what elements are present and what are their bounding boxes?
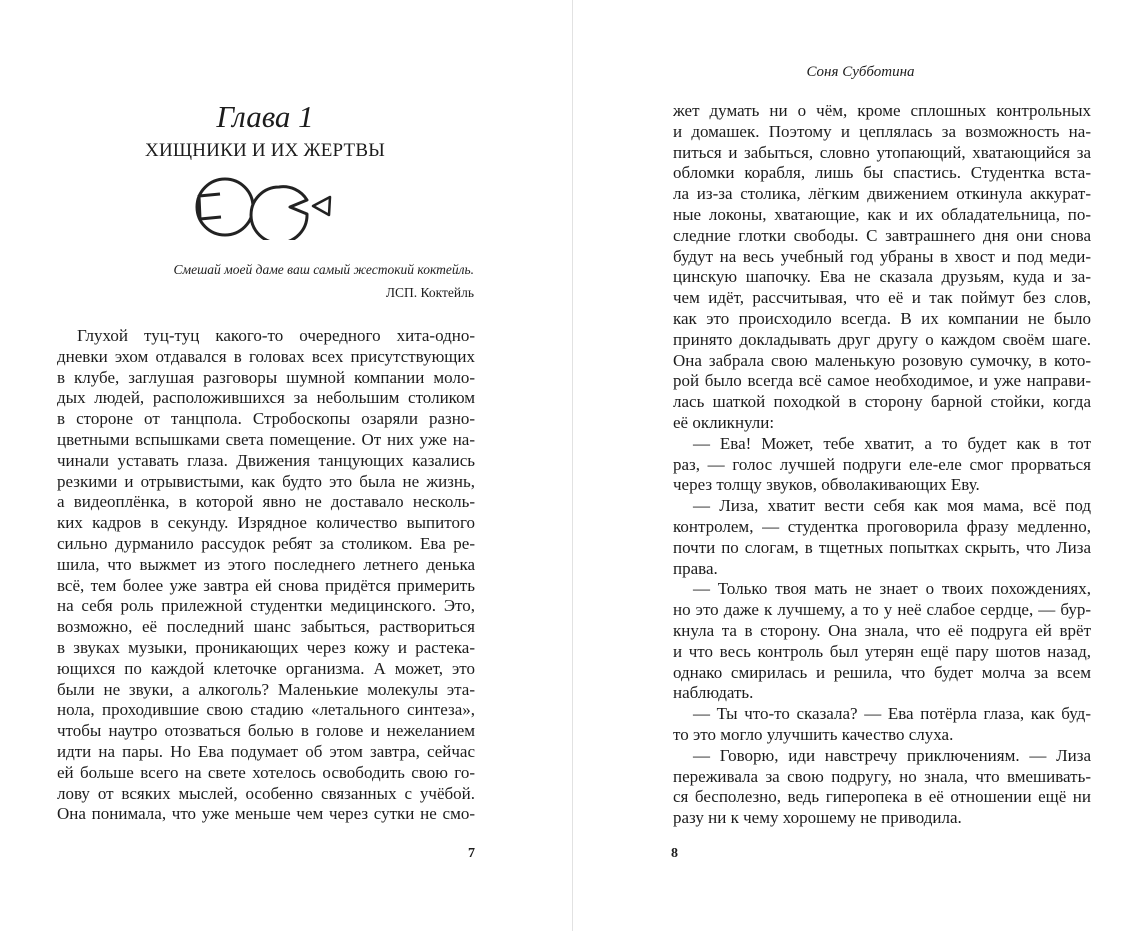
text-line: — Лиза, хватит вести себя как моя мама, всё под	[693, 496, 1091, 516]
text-line: и что весь контроль был утерян ещё пару шотов назад,	[673, 641, 1091, 661]
text-line: в клубе, заглушая разговоры шумной компании моло-	[57, 367, 475, 387]
right-page	[573, 0, 1148, 931]
text-line: разу ни к чему хорошему не приводила.	[673, 808, 962, 828]
page-number-right: 8	[671, 846, 678, 861]
text-line: в звуках музыки, проникающих через кожу и растека-	[57, 637, 475, 657]
chapter-label: Глава 1	[216, 99, 314, 134]
text-line: чтобы наутро отозваться болью в голове и нежеланием	[57, 721, 475, 741]
chapter-ornament-icon	[190, 175, 340, 240]
body-text	[673, 101, 1091, 829]
text-line: — Говорю, иди навстречу приключениям. — Лиза	[693, 745, 1091, 765]
text-line: ких кадров в секунду. Изрядное количество выпитого	[57, 513, 475, 533]
text-line: дых людей, расположившихся за небольшим столиком	[57, 388, 475, 408]
page-number-left: 7	[468, 846, 475, 861]
text-line: её окликнули:	[673, 412, 775, 432]
text-line: переживала за свою подругу, но знала, что вмешивать-	[673, 766, 1091, 786]
text-line: шила, что выжмет из этого последнего летнего денька	[57, 554, 475, 574]
text-line: возможно, её последний шанс забыться, раствориться	[57, 617, 475, 637]
text-line: цветными вспышками света помещение. От них уже на-	[57, 429, 475, 449]
text-line: ся бесполезно, ведь гиперопека в её отношении ещё ни	[673, 787, 1091, 807]
epigraph-quote: Смешай моей даме ваш самый жестокий коктейль.	[173, 262, 474, 277]
text-line: сильно дурманило рассудок ребят за столиком. Ева ре-	[57, 533, 475, 553]
body-text	[57, 326, 475, 825]
chapter-title: ХИЩНИКИ И ИХ ЖЕРТВЫ	[145, 140, 385, 161]
text-line: рой было всегда всё самое необходимое, и уже направи-	[673, 371, 1091, 391]
text-line: обломки корабля, лишь бы спастись. Студентка вста-	[673, 163, 1091, 183]
text-line: права.	[673, 558, 718, 578]
text-line: Она забрала свою маленькую розовую сумочку, в кото-	[673, 350, 1091, 370]
left-page	[0, 0, 572, 931]
text-line: — Ева! Может, тебе хватит, а то будет как в тот	[693, 433, 1091, 453]
text-line: ей больше всего на свете хотелось освободить свою го-	[57, 762, 475, 782]
text-line: лову от всяких мыслей, особенно связанных с учёбой.	[57, 783, 475, 803]
text-line: на себя роль прилежной студентки медицинского. Это,	[57, 596, 475, 616]
text-line: дневки эхом отдавался в головах всех присутствующих	[57, 346, 475, 366]
text-line: питься и забыться, словно утопающий, хватающийся за	[673, 142, 1091, 162]
text-line: а видеоплёнка, в которой явно не доставало несколь-	[57, 492, 475, 512]
text-line: и домашек. Поэтому и цеплялась за возможность на-	[673, 121, 1091, 141]
text-line: нола, проходившие свою стадию «летального синтеза»,	[57, 700, 475, 720]
text-line: почти по слогам, в тщетных попытках скрыть, что Лиза	[673, 537, 1091, 557]
text-line: чем идёт, рассчитывая, что её и так поймут без слов,	[673, 288, 1091, 308]
text-line: как это происходило всегда. В их компании не было	[673, 308, 1091, 328]
text-line: будут на весь учебный год убраны в хвост и под меди-	[673, 246, 1091, 266]
text-line: жет думать ни о чём, кроме сплошных контрольных	[673, 101, 1091, 120]
text-line: — Только твоя мать не знает о твоих похождениях,	[693, 579, 1091, 599]
text-line: кнула та в сторону. Она знала, что её подруга ей врёт	[673, 620, 1091, 640]
text-line: ные локоны, хватающие, как и их обладательница, по-	[673, 204, 1091, 224]
text-line: однако смирилась и решила, что будет молча за всем	[673, 662, 1091, 682]
text-line: принято докладывать друг другу о каждом своём шаге.	[673, 329, 1091, 349]
text-line: раз, — голос лучшей подруги еле-еле смог прорваться	[673, 454, 1091, 474]
text-line: ющихся по каждой клеточке организма. А может, это	[57, 658, 475, 678]
text-line: были не звуки, а алкоголь? Маленькие молекулы эта-	[57, 679, 475, 699]
text-line: всё, тем более уже завтра ей снова придётся примерить	[57, 575, 475, 595]
text-line: в стороне от танцпола. Стробоскопы озаряли разно-	[57, 409, 475, 429]
text-line: Глухой туц-туц какого-то очередного хита-одно-	[77, 326, 475, 345]
text-line: — Ты что-то сказала? — Ева потёрла глаза, как буд-	[693, 704, 1091, 724]
text-line: контролем, — студентка проговорила фразу медленно,	[673, 516, 1091, 536]
text-line: Она понимала, что уже меньше чем через сутки не смо-	[57, 804, 475, 824]
text-line: наблюдать.	[673, 683, 754, 703]
text-line: чинали уставать глаза. Движения танцующих казались	[57, 450, 475, 470]
text-line: следние глотки свободы. С завтрашнего дня они снова	[673, 225, 1091, 245]
text-line: лась шаткой походкой в сторону барной стойки, когда	[673, 392, 1091, 412]
text-line: цинскую шапочку. Ева не сказала друзьям, куда и за-	[673, 267, 1091, 287]
epigraph-source: ЛСП. Коктейль	[385, 285, 474, 300]
text-line: идти на пары. Но Ева подумает об этом завтра, сейчас	[57, 741, 475, 761]
running-head: Соня Субботина	[806, 64, 915, 80]
text-line: ла из-за столика, лёгким движением откинула аккурат-	[673, 184, 1091, 204]
text-line: то это могло улучшить качество слуха.	[673, 724, 954, 744]
text-line: через толщу звуков, обволакивающих Еву.	[673, 475, 980, 495]
text-line: резкими и отрывистыми, как будто это была не жизнь,	[57, 471, 475, 491]
text-line: но это даже к лучшему, а то у неё слабое сердце, — бур-	[673, 600, 1091, 620]
